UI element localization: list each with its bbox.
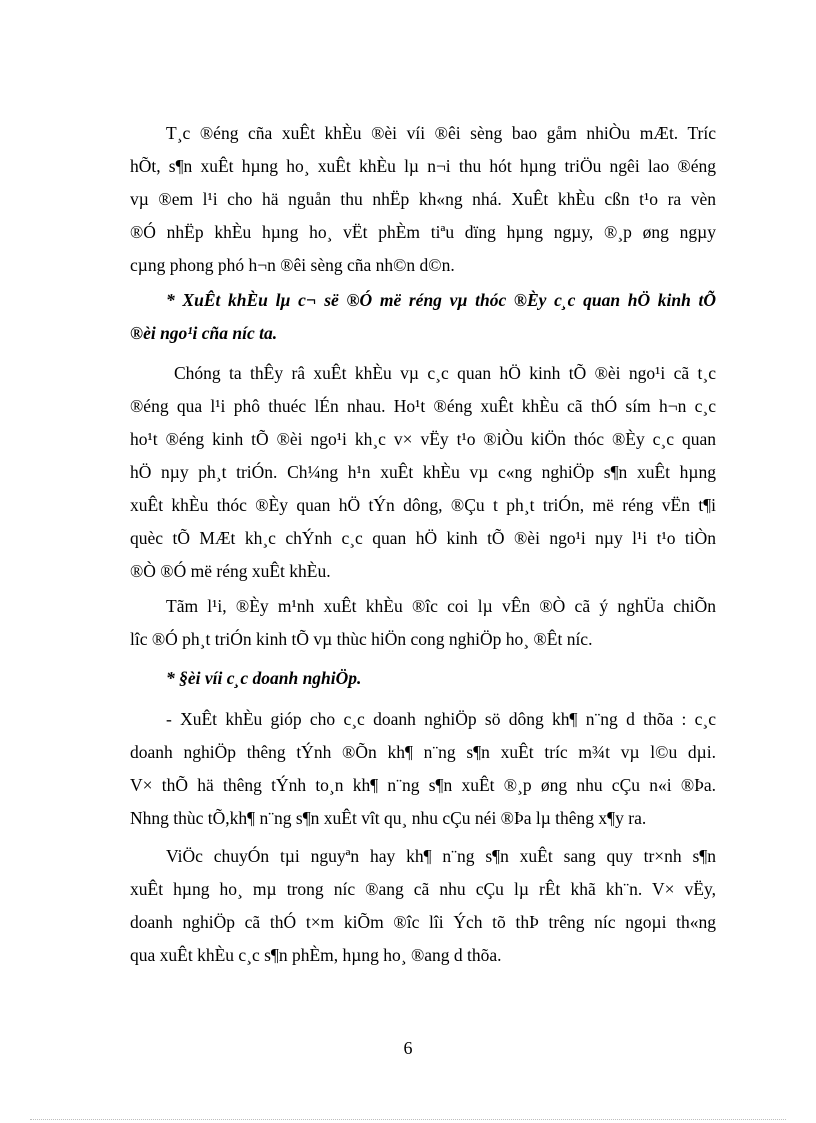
heading-line: ®èi ngo¹i cña níc ta.: [130, 323, 278, 343]
text-line: qua xuÊt khÈu c¸c s¶n phÈm, hµng ho¸ ®ang d thõa.: [130, 945, 502, 965]
text-line: ®Ò ®Ó më réng xuÊt khÈu.: [130, 561, 331, 581]
text-line: lîc ®Ó ph¸t triÓn kinh tÕ vµ thùc hiÖn cong nghiÖp ho¸ ®Êt níc.: [130, 629, 593, 649]
heading-line: * XuÊt khÈu lµ c¬ së ®Ó më réng vµ thóc ®Èy c¸c quan hÖ kinh tÕ: [166, 290, 716, 310]
text-line: doanh nghiÖp thêng tÝnh ®Õn kh¶ n¨ng s¶n xuÊt tríc m¾t vµ l©u dµi.: [130, 742, 716, 762]
text-line: - XuÊt khÈu gióp cho c¸c doanh nghiÖp sö dông kh¶ n¨ng d thõa : c¸c: [166, 709, 716, 729]
section-heading-foreign-relations: [130, 284, 716, 350]
text-line: hÖ nµy ph¸t triÓn. Ch¼ng h¹n xuÊt khÈu vµ c«ng nghiÖp s¶n xuÊt hµng: [130, 462, 716, 482]
text-line: Tãm l¹i, ®Èy m¹nh xuÊt khÈu ®îc coi lµ vÊn ®Ò cã ý nghÜa chiÕn: [166, 596, 716, 616]
text-line: ®Ó nhËp khÈu hµng ho¸ vËt phÈm tiªu dïng hµng ngµy, ®¸p øng ngµy: [130, 222, 716, 242]
paragraph-surplus-capacity: [130, 703, 716, 835]
text-line: T¸c ®éng cña xuÊt khÈu ®èi víi ®êi sèng bao gåm nhiÒu mÆt. Tríc: [166, 123, 716, 143]
heading-line: * §èi víi c¸c doanh nghiÖp.: [166, 668, 362, 688]
text-line: Chóng ta thÊy râ xuÊt khÈu vµ c¸c quan hÖ kinh tÕ ®èi ngo¹i cã t¸c: [174, 363, 716, 383]
text-line: Nhng thùc tÕ,kh¶ n¨ng s¶n xuÊt vît qu¸ nhu cÇu néi ®Þa lµ thêng x¶y ra.: [130, 808, 647, 828]
text-line: xuÊt khÈu thóc ®Èy quan hÖ tÝn dông, ®Çu t ph¸t triÓn, më réng vËn t¶i: [130, 495, 716, 515]
page-bottom-divider: [30, 1119, 786, 1120]
text-line: ho¹t ®éng kinh tÕ ®èi ngo¹i kh¸c v× vËy t¹o ®iÒu kiÖn thóc ®Èy c¸c quan: [130, 429, 716, 449]
text-line: quèc tÕ MÆt kh¸c chÝnh c¸c quan hÖ kinh tÕ ®èi ngo¹i nµy l¹i t¹o tiÒn: [130, 528, 716, 548]
text-line: doanh nghiÖp cã thÓ t×m kiÕm ®îc lîi Ých tõ thÞ trêng níc ngoµi th«ng: [130, 912, 716, 932]
paragraph-effect-on-life: [130, 117, 716, 282]
text-line: cµng phong phó h¬n ®êi sèng cña nh©n d©n.: [130, 255, 455, 275]
page-number: 6: [403, 1038, 413, 1058]
text-line: vµ ®em l¹i cho hä nguån thu nhËp kh«ng nhá. XuÊt khÈu cßn t¹o ra vèn: [130, 189, 716, 209]
text-line: ®éng qua l¹i phô thuéc lÉn nhau. Ho¹t ®éng xuÊt khÈu cã thÓ sím h¬n c¸c: [130, 396, 716, 416]
section-heading-enterprises: [130, 662, 716, 695]
paragraph-summary: [130, 590, 716, 656]
paragraph-foreign-relations: [130, 357, 716, 588]
paragraph-export-benefit: [130, 840, 716, 972]
text-line: xuÊt hµng ho¸ mµ trong níc ®ang cã nhu cÇu lµ rÊt khã kh¨n. V× vËy,: [130, 879, 716, 899]
text-line: ViÖc chuyÓn tµi nguyªn hay kh¶ n¨ng s¶n xuÊt sang quy tr×nh s¶n: [166, 846, 716, 866]
text-line: V× thÕ hä thêng tÝnh to¸n kh¶ n¨ng s¶n xuÊt ®¸p øng nhu cÇu n«i ®Þa.: [130, 775, 716, 795]
text-line: hÕt, s¶n xuÊt hµng ho¸ xuÊt khÈu lµ n¬i thu hót hµng triÖu ngêi lao ®éng: [130, 156, 716, 176]
